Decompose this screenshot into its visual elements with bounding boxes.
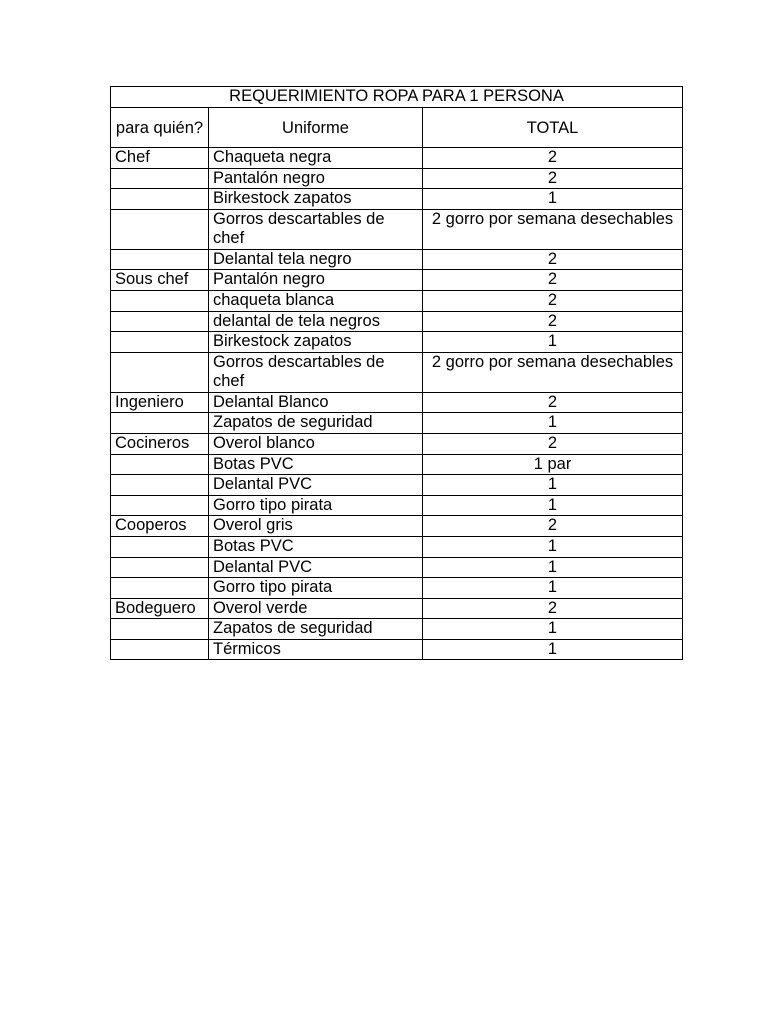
table-row xyxy=(111,557,683,578)
table-row xyxy=(111,495,683,516)
uniform-cell: Overol gris xyxy=(209,516,423,537)
total-cell: 1 xyxy=(423,557,683,578)
uniform-cell: Pantalón negro xyxy=(209,168,423,189)
who-cell xyxy=(111,454,209,475)
who-cell xyxy=(111,495,209,516)
table-row xyxy=(111,578,683,599)
total-cell: 1 xyxy=(423,578,683,599)
uniform-cell: chaqueta blanca xyxy=(209,290,423,311)
uniform-cell: Delantal tela negro xyxy=(209,249,423,270)
uniform-cell: Birkestock zapatos xyxy=(209,332,423,353)
total-cell: 2 xyxy=(423,148,683,169)
who-cell xyxy=(111,578,209,599)
title-row xyxy=(111,87,683,108)
table-row xyxy=(111,209,683,249)
document-page xyxy=(110,86,682,660)
table-row xyxy=(111,536,683,557)
table-row xyxy=(111,352,683,392)
table-row xyxy=(111,475,683,496)
who-cell xyxy=(111,168,209,189)
who-cell: Chef xyxy=(111,148,209,169)
clothing-requirements-table xyxy=(110,86,683,660)
table-row xyxy=(111,598,683,619)
uniform-cell: Pantalón negro xyxy=(209,270,423,291)
who-cell xyxy=(111,352,209,392)
table-row xyxy=(111,433,683,454)
header-row xyxy=(111,108,683,148)
table-row xyxy=(111,311,683,332)
table-row xyxy=(111,392,683,413)
who-cell xyxy=(111,639,209,660)
total-cell: 2 xyxy=(423,290,683,311)
total-cell: 1 par xyxy=(423,454,683,475)
header-uniform: Uniforme xyxy=(209,108,423,148)
uniform-cell: Zapatos de seguridad xyxy=(209,413,423,434)
uniform-cell: Overol verde xyxy=(209,598,423,619)
who-cell xyxy=(111,332,209,353)
who-cell: Ingeniero xyxy=(111,392,209,413)
uniform-cell: Birkestock zapatos xyxy=(209,189,423,210)
uniform-cell: Delantal PVC xyxy=(209,475,423,496)
uniform-cell: Delantal Blanco xyxy=(209,392,423,413)
who-cell xyxy=(111,475,209,496)
who-cell: Bodeguero xyxy=(111,598,209,619)
who-cell xyxy=(111,249,209,270)
total-cell: 1 xyxy=(423,413,683,434)
table-row xyxy=(111,290,683,311)
uniform-cell: Botas PVC xyxy=(209,536,423,557)
total-cell: 2 xyxy=(423,392,683,413)
uniform-cell: Zapatos de seguridad xyxy=(209,619,423,640)
total-cell: 1 xyxy=(423,619,683,640)
table-row xyxy=(111,454,683,475)
uniform-cell: Chaqueta negra xyxy=(209,148,423,169)
total-cell: 2 xyxy=(423,249,683,270)
who-cell xyxy=(111,311,209,332)
who-cell: Sous chef xyxy=(111,270,209,291)
uniform-cell: Gorro tipo pirata xyxy=(209,495,423,516)
total-cell: 1 xyxy=(423,332,683,353)
uniform-cell: Térmicos xyxy=(209,639,423,660)
total-cell: 1 xyxy=(423,639,683,660)
header-total: TOTAL xyxy=(423,108,683,148)
total-cell: 1 xyxy=(423,189,683,210)
total-cell: 2 xyxy=(423,433,683,454)
total-cell: 2 xyxy=(423,516,683,537)
header-who: para quién? xyxy=(111,108,209,148)
who-cell xyxy=(111,413,209,434)
table-row xyxy=(111,249,683,270)
uniform-cell: delantal de tela negros xyxy=(209,311,423,332)
total-cell: 1 xyxy=(423,536,683,557)
who-cell xyxy=(111,536,209,557)
uniform-cell: Botas PVC xyxy=(209,454,423,475)
uniform-cell: Gorro tipo pirata xyxy=(209,578,423,599)
table-row xyxy=(111,148,683,169)
table-title: REQUERIMIENTO ROPA PARA 1 PERSONA xyxy=(111,87,683,108)
who-cell xyxy=(111,189,209,210)
table-row xyxy=(111,168,683,189)
total-cell: 2 gorro por semana desechables xyxy=(423,352,683,392)
who-cell xyxy=(111,290,209,311)
who-cell xyxy=(111,209,209,249)
table-row xyxy=(111,270,683,291)
table-row xyxy=(111,332,683,353)
total-cell: 1 xyxy=(423,475,683,496)
total-cell: 2 xyxy=(423,598,683,619)
table-row xyxy=(111,516,683,537)
who-cell: Cooperos xyxy=(111,516,209,537)
uniform-cell: Gorros descartables de chef xyxy=(209,209,423,249)
table-row xyxy=(111,639,683,660)
total-cell: 2 xyxy=(423,311,683,332)
uniform-cell: Delantal PVC xyxy=(209,557,423,578)
total-cell: 2 xyxy=(423,168,683,189)
total-cell: 2 gorro por semana desechables xyxy=(423,209,683,249)
who-cell xyxy=(111,557,209,578)
table-row xyxy=(111,619,683,640)
uniform-cell: Gorros descartables de chef xyxy=(209,352,423,392)
who-cell xyxy=(111,619,209,640)
who-cell: Cocineros xyxy=(111,433,209,454)
total-cell: 2 xyxy=(423,270,683,291)
table-row xyxy=(111,189,683,210)
table-row xyxy=(111,413,683,434)
uniform-cell: Overol blanco xyxy=(209,433,423,454)
total-cell: 1 xyxy=(423,495,683,516)
